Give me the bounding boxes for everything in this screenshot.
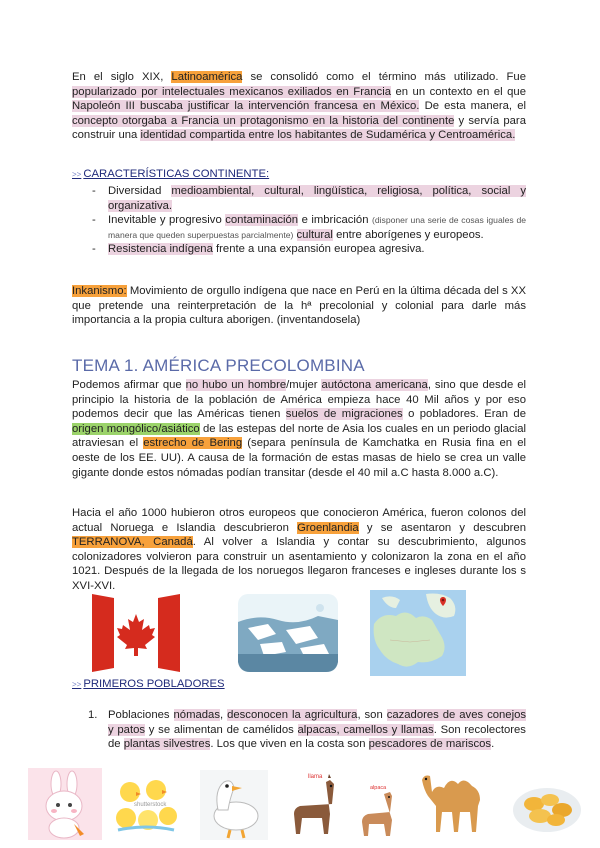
llama-icon bbox=[286, 768, 350, 840]
highlight: TERRANOVA, Canadá bbox=[72, 536, 193, 549]
highlight: no hubo un hombre bbox=[185, 379, 287, 391]
list-number: 1. bbox=[88, 709, 98, 721]
text: Movimiento de orgullo indígena que nace en Perú en la última década del s XX que pretende una reinterpretación de la hª precolonial y colonial para darle más importancia a la propia cultura aborigen. (inventandosela) bbox=[72, 285, 526, 327]
alpaca-icon bbox=[356, 782, 404, 840]
arrow-marker: >> bbox=[72, 170, 82, 179]
precolombina-paragraph bbox=[72, 378, 526, 480]
highlight: identidad compartida entre los habitantes de Sudamérica y Centroamérica. bbox=[140, 129, 516, 142]
llama-label: llama bbox=[308, 774, 323, 780]
text: se consolidó como el término más utilizado. Fue bbox=[242, 71, 526, 83]
text: entre aborígenes y europeos. bbox=[332, 228, 484, 241]
highlight: medioambiental, cultural, lingüística, religiosa, política, social y organizativa. bbox=[108, 185, 526, 212]
goose-image bbox=[200, 770, 268, 840]
arrow-marker: >> bbox=[72, 680, 82, 689]
highlight: cultural bbox=[296, 228, 333, 241]
text: de las estepas del norte de Asia los cuales en un periodo glacial atraviesan el bbox=[72, 422, 526, 450]
llama-image bbox=[286, 768, 350, 840]
highlight: Resistencia indígena bbox=[108, 243, 213, 256]
text: Podemos afirmar que bbox=[72, 379, 186, 391]
highlight: pescadores de mariscos bbox=[368, 738, 492, 751]
text: Hacia el año 1000 hubieron otros europeos que conocieron América, fueron colonos del actual Noruega e Islandia descubrieron bbox=[72, 507, 526, 534]
text: . Son recolectores de bbox=[108, 723, 526, 751]
pobladores-list-item bbox=[88, 708, 526, 752]
text: De esta manera, el bbox=[419, 100, 526, 113]
text: Inevitable y progresivo bbox=[108, 214, 226, 227]
highlight: origen mongólico/asiático bbox=[72, 422, 200, 435]
highlight: Inkanismo: bbox=[72, 285, 127, 297]
vikings-paragraph bbox=[72, 506, 526, 594]
text: y se alimentan de camélidos bbox=[145, 723, 298, 736]
highlight: contaminación bbox=[225, 214, 299, 227]
inkanismo-paragraph bbox=[72, 284, 526, 328]
list-item bbox=[88, 184, 526, 213]
section-title: CARACTERÍSTICAS CONTINENTE: bbox=[83, 168, 270, 180]
highlight: desconocen la agricultura bbox=[227, 709, 358, 721]
section-heading-pobladores bbox=[72, 678, 225, 690]
shellfish-image bbox=[510, 780, 584, 836]
goose-icon bbox=[200, 770, 268, 840]
text: (separa península de Kamchatka en Rusia fina en el oeste de los EE. UU). A causa de la formación de estas masas de hielo se crea un valle gigante donde estos nómadas podían transitar (desde el 40 mil a.C hasta 8.000 a.C). bbox=[72, 437, 526, 479]
highlight: popularizado por intelectuales mexicanos exiliados en Francia bbox=[72, 85, 391, 98]
text: , sino que desde el principio la historia de la población de América empieza hace 40 Mil años y por eso podemos decir que las Américas tienen bbox=[72, 379, 526, 421]
highlight: autóctona americana bbox=[321, 379, 428, 391]
text: . bbox=[491, 738, 495, 751]
camel-icon bbox=[414, 766, 498, 836]
text: Poblaciones bbox=[108, 709, 174, 721]
section-title: PRIMEROS POBLADORES bbox=[83, 678, 225, 690]
alpaca-label: alpaca bbox=[370, 785, 387, 791]
highlight: Napoleón III buscaba justificar la intervención francesa en México. bbox=[72, 100, 420, 113]
text: , bbox=[219, 709, 228, 721]
text: . Al volver a Islandia y contar su descubrimiento, algunos colonizadores volvieron para construir un asentamiento y colonizaron la zona en el año 1021. Después de la llegada de los noruegos llegaron franceses e ingleses durante los s XVI-XVI. bbox=[72, 536, 526, 592]
list-item bbox=[88, 242, 526, 257]
list-item bbox=[88, 213, 526, 242]
highlight: alpacas, camellos y llamas bbox=[297, 723, 434, 736]
ice-landscape-icon bbox=[238, 594, 338, 672]
canada-flag-icon bbox=[92, 594, 180, 672]
highlight: concepto otorgaba a Francia un protagonismo en la historia del continente bbox=[72, 114, 455, 127]
alpaca-image bbox=[356, 782, 404, 840]
text: frente a una expansión europea agresiva. bbox=[212, 243, 425, 256]
page-title: TEMA 1. AMÉRICA PRECOLOMBINA bbox=[72, 356, 365, 375]
highlight: Groenlandia bbox=[297, 521, 359, 534]
characteristics-list bbox=[88, 184, 526, 257]
highlight: Latinoamérica bbox=[171, 71, 243, 83]
glacier-image bbox=[238, 594, 338, 672]
text: , son bbox=[357, 709, 387, 721]
rabbit-image bbox=[28, 768, 102, 840]
shellfish-icon bbox=[510, 780, 584, 836]
text: /mujer bbox=[286, 379, 322, 391]
text: e imbricación bbox=[298, 214, 372, 227]
text: en un contexto en el que bbox=[390, 85, 526, 98]
highlight: suelos de migraciones bbox=[285, 408, 403, 421]
text: . Los que viven en la costa son bbox=[210, 738, 369, 751]
list-text bbox=[108, 708, 526, 752]
text: Diversidad bbox=[108, 185, 172, 197]
text: o pobladores. Eran de bbox=[402, 408, 526, 421]
intro-paragraph bbox=[72, 70, 526, 143]
chicks-icon bbox=[114, 770, 178, 840]
chicks-image bbox=[114, 770, 178, 840]
canada-flag-image bbox=[92, 594, 180, 672]
map-icon bbox=[370, 590, 466, 676]
text: En el siglo XIX, bbox=[72, 71, 172, 83]
watermark-text: shutterstock bbox=[134, 802, 167, 808]
map-image bbox=[370, 590, 466, 676]
highlight: plantas silvestres bbox=[123, 738, 211, 751]
text: y servía para construir una bbox=[72, 114, 526, 142]
camel-image bbox=[414, 766, 498, 836]
section-heading-caracteristicas bbox=[72, 168, 269, 180]
rabbit-icon bbox=[28, 768, 102, 840]
highlight: estrecho de Bering bbox=[143, 437, 243, 450]
highlight: nómadas bbox=[173, 709, 220, 721]
text: y se asentaron y descubren bbox=[358, 521, 526, 534]
highlight: cazadores de aves conejos y patos bbox=[108, 709, 527, 736]
note: (disponer una serie de cosas iguales de manera que queden superpuestas parcialmente) bbox=[108, 215, 527, 240]
